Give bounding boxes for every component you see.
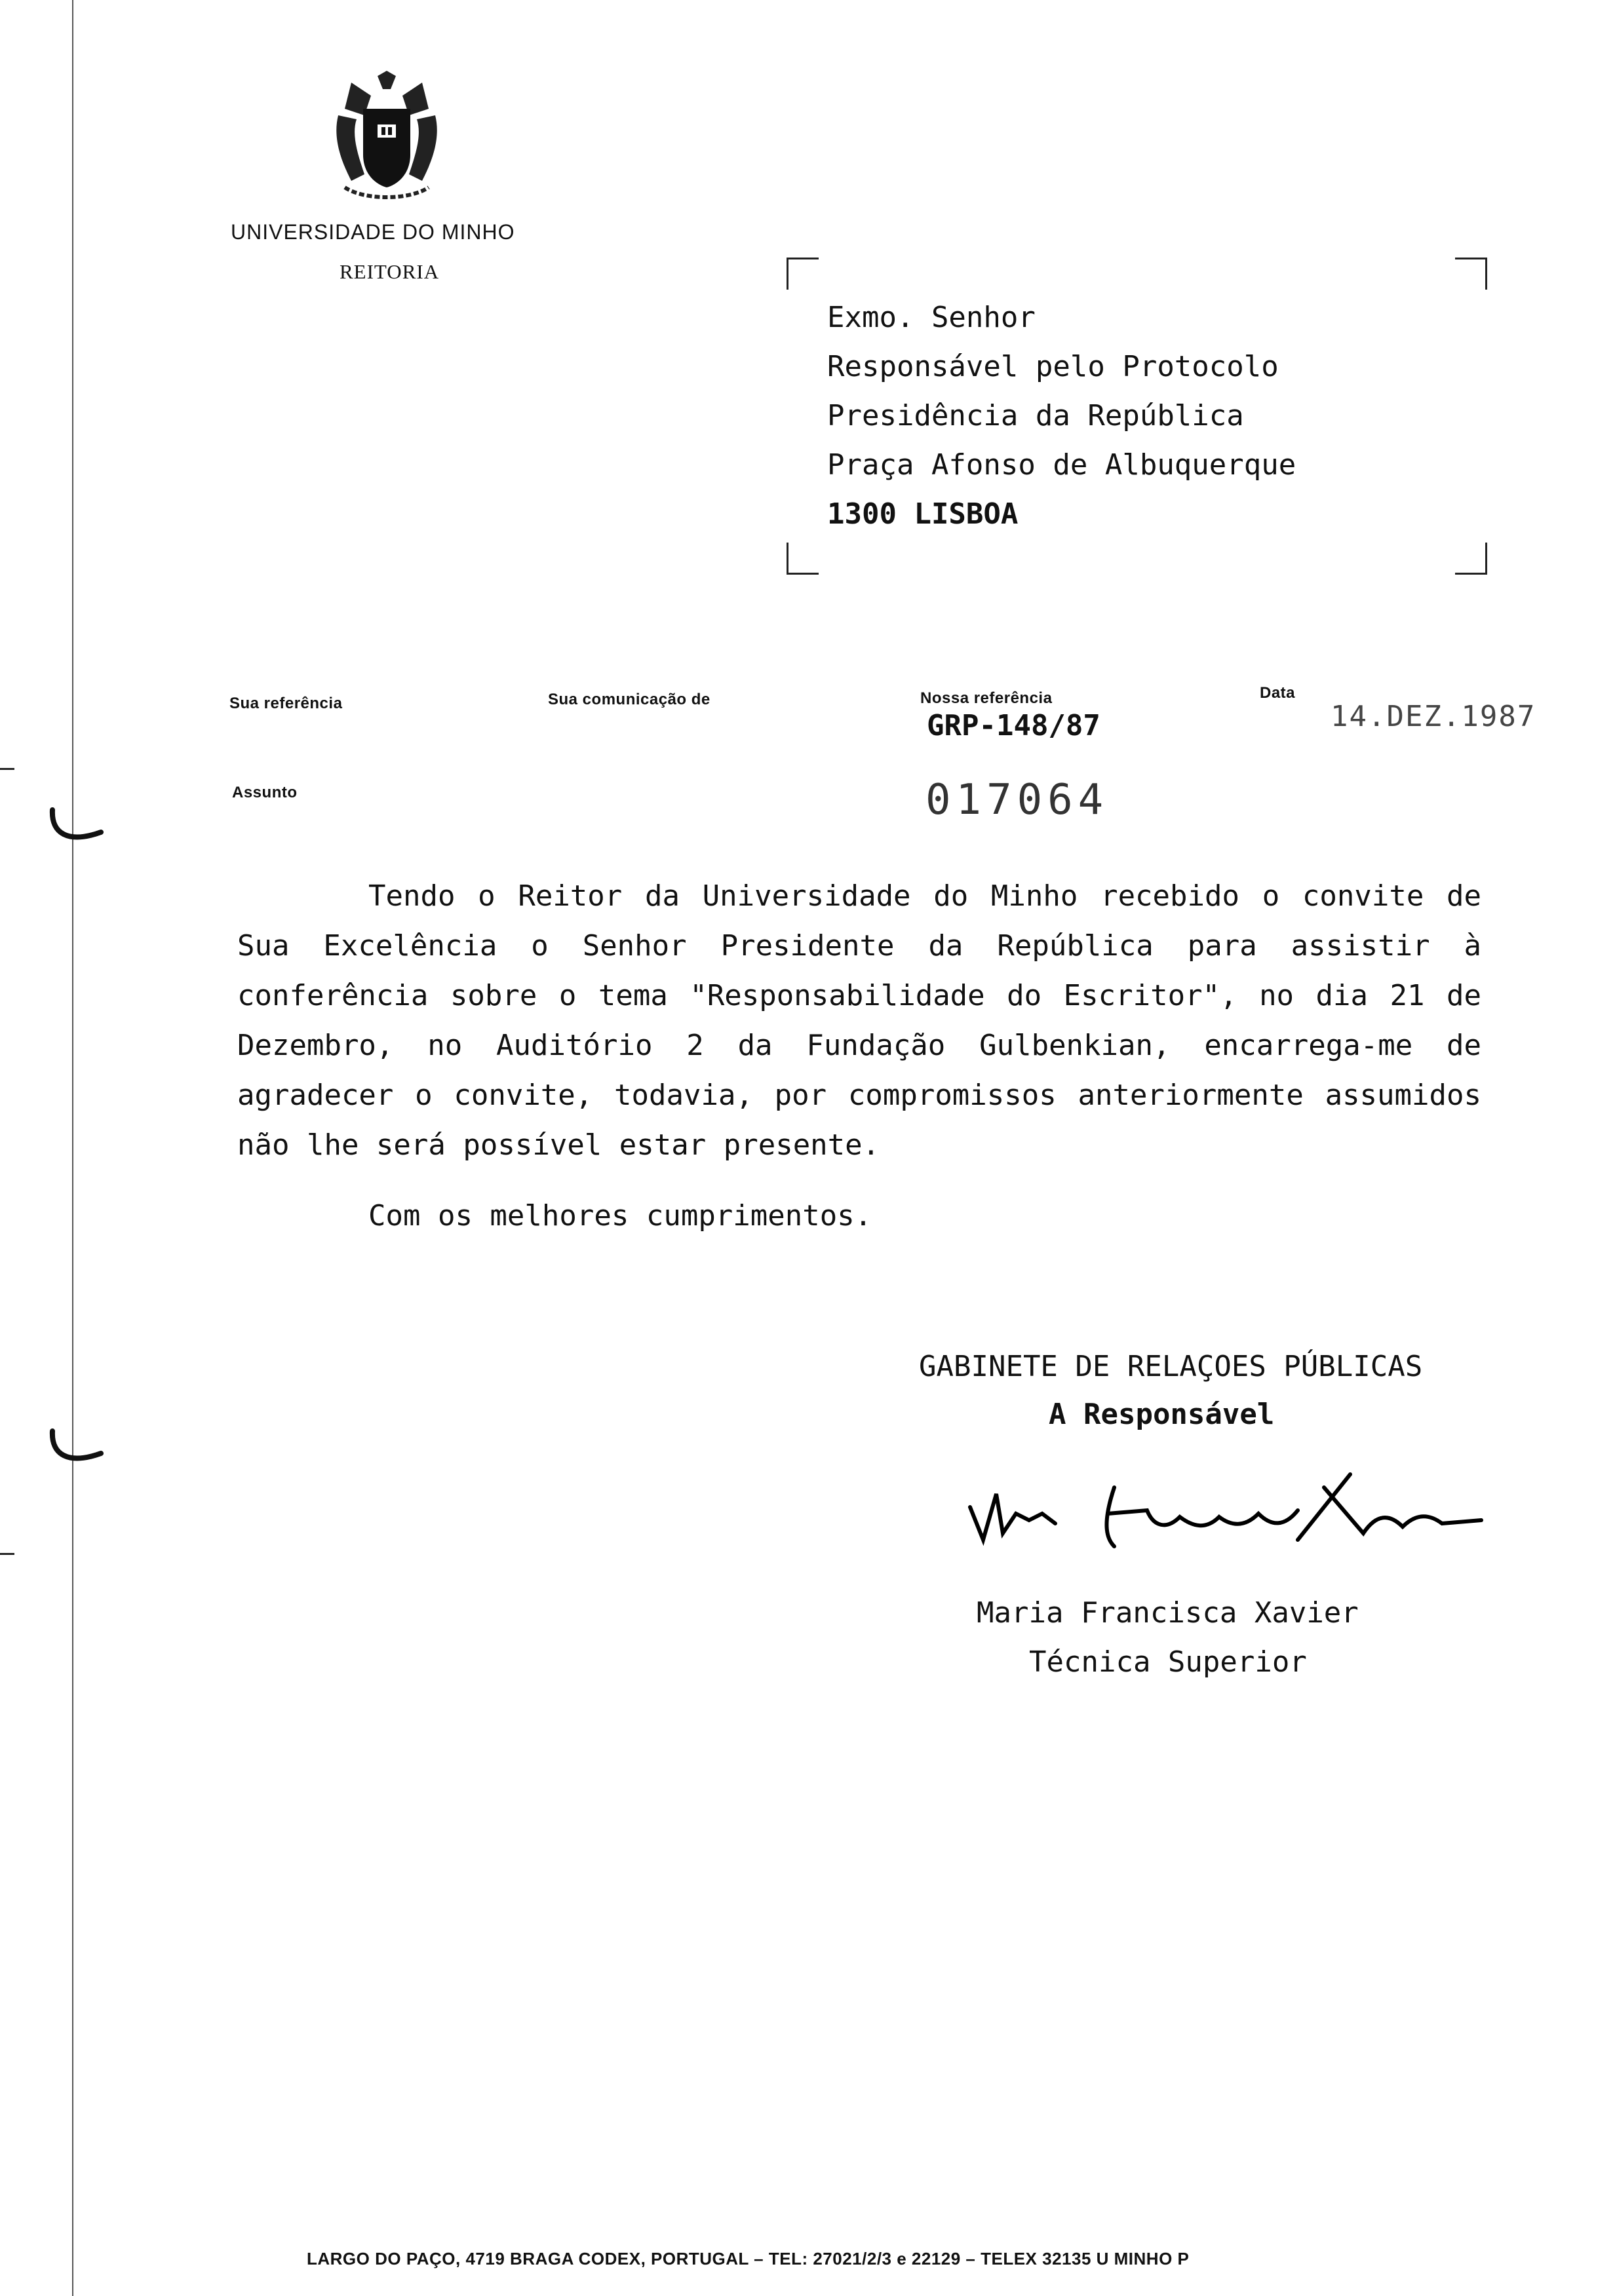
institution-name: UNIVERSIDADE DO MINHO xyxy=(231,220,515,244)
handwritten-signature xyxy=(957,1448,1501,1573)
data-label: Data xyxy=(1260,684,1296,702)
footer-address: LARGO DO PAÇO, 4719 BRAGA CODEX, PORTUGAL – TEL: 27021/2/3 e 22129 – TELEX 32135 U MINHO P xyxy=(307,2249,1190,2268)
address-window-corner xyxy=(1455,543,1487,575)
scan-edge-mark xyxy=(0,768,14,770)
signature-role: A Responsável xyxy=(1049,1398,1275,1431)
punch-hole-mark xyxy=(49,807,105,847)
recipient-line: Praça Afonso de Albuquerque xyxy=(827,448,1296,482)
scan-edge-line xyxy=(72,0,73,2296)
punch-hole-mark xyxy=(49,1428,105,1468)
date-stamp: 14.DEZ.1987 xyxy=(1331,700,1536,733)
body-paragraph: Tendo o Reitor da Universidade do Minho recebido o convite de Sua Excelência o Senhor Presidente da República para assistir à conferência sobre o tema "Responsabilidade do Escritor", no dia 21 de Dezembro, no Auditório 2 da Fundação Gulbenkian, encarrega-me de agradecer o convite, todavia, por compromissos anteriormente assumidos não lhe será possível estar presente. xyxy=(237,879,1481,1162)
sua-referencia-label: Sua referência xyxy=(229,695,343,712)
university-crest-icon xyxy=(325,69,448,206)
recipient-line: Presidência da República xyxy=(827,399,1244,432)
entry-number-stamp: 017064 xyxy=(925,776,1109,824)
recipient-line: Exmo. Senhor xyxy=(827,301,1036,334)
nossa-referencia-label: Nossa referência xyxy=(920,689,1053,707)
closing-line: Com os melhores cumprimentos. xyxy=(368,1199,872,1233)
recipient-city: 1300 LISBOA xyxy=(827,497,1019,531)
department-name: REITORIA xyxy=(340,260,440,283)
address-window-corner xyxy=(787,543,819,575)
signature-office: GABINETE DE RELAÇOES PÚBLICAS xyxy=(919,1350,1423,1383)
address-window-corner xyxy=(787,258,819,290)
signatory-title: Técnica Superior xyxy=(1029,1645,1307,1679)
signatory-name: Maria Francisca Xavier xyxy=(977,1596,1359,1630)
sua-comunicacao-label: Sua comunicação de xyxy=(548,691,710,708)
recipient-line: Responsável pelo Protocolo xyxy=(827,350,1279,383)
address-window-corner xyxy=(1455,258,1487,290)
scan-edge-mark xyxy=(0,1553,14,1555)
assunto-label: Assunto xyxy=(232,784,298,801)
nossa-referencia-value: GRP-148/87 xyxy=(927,709,1100,742)
